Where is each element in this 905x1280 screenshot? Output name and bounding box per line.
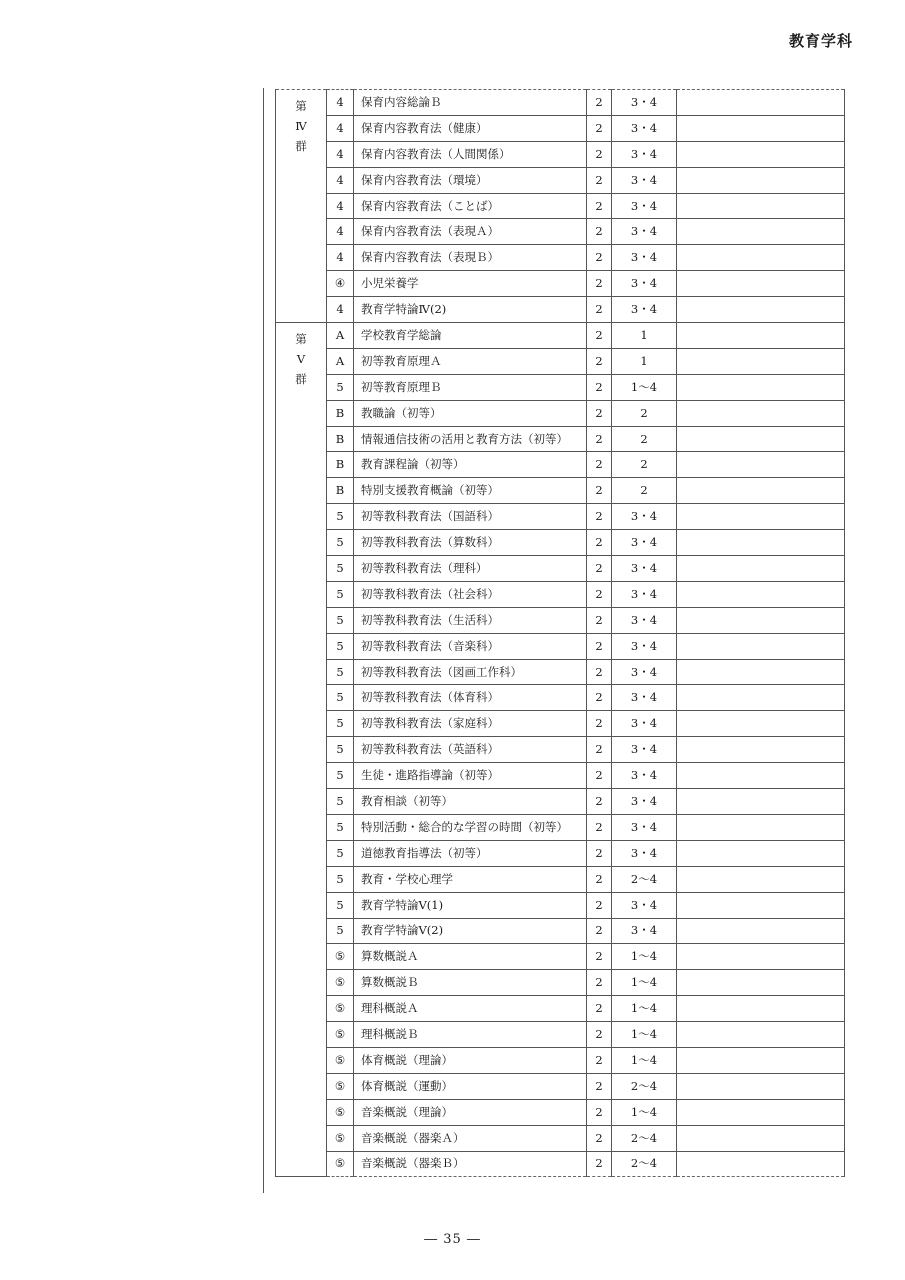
note-cell — [677, 193, 845, 219]
note-cell — [677, 1047, 845, 1073]
credits-cell: 2 — [587, 504, 612, 530]
year-cell: 3・4 — [612, 918, 677, 944]
note-cell — [677, 840, 845, 866]
year-cell: 3・4 — [612, 271, 677, 297]
credits-cell: 2 — [587, 918, 612, 944]
year-cell: 3・4 — [612, 763, 677, 789]
table-row — [276, 711, 845, 737]
course-name-cell: 算数概説Ａ — [354, 944, 587, 970]
note-cell — [677, 167, 845, 193]
table-row — [276, 452, 845, 478]
year-cell: 2～4 — [612, 1073, 677, 1099]
course-name-cell: 保育内容教育法（人間関係） — [354, 141, 587, 167]
credits-cell: 2 — [587, 1151, 612, 1177]
table-row — [276, 737, 845, 763]
course-name-cell: 音楽概説（器楽Ａ） — [354, 1125, 587, 1151]
table-row — [276, 685, 845, 711]
course-name-cell: 初等教科教育法（国語科） — [354, 504, 587, 530]
course-type-cell: 5 — [327, 892, 354, 918]
course-name-cell: 特別活動・総合的な学習の時間（初等） — [354, 814, 587, 840]
course-name-cell: 算数概説Ｂ — [354, 970, 587, 996]
note-cell — [677, 115, 845, 141]
year-cell: 3・4 — [612, 814, 677, 840]
note-cell — [677, 90, 845, 116]
binding-margin-line — [263, 88, 264, 1193]
year-cell: 3・4 — [612, 556, 677, 582]
note-cell — [677, 530, 845, 556]
course-type-cell: ⑤ — [327, 1047, 354, 1073]
year-cell: 3・4 — [612, 90, 677, 116]
credits-cell: 2 — [587, 115, 612, 141]
course-name-cell: 初等教科教育法（音楽科） — [354, 633, 587, 659]
table-row — [276, 400, 845, 426]
year-cell: 3・4 — [612, 685, 677, 711]
course-type-cell: 5 — [327, 789, 354, 815]
year-cell: 2～4 — [612, 1151, 677, 1177]
course-name-cell: 初等教育原理Ｂ — [354, 374, 587, 400]
year-cell: 3・4 — [612, 789, 677, 815]
table-row — [276, 1125, 845, 1151]
table-row — [276, 426, 845, 452]
table-row — [276, 219, 845, 245]
credits-cell: 2 — [587, 452, 612, 478]
credits-cell: 2 — [587, 944, 612, 970]
table-row — [276, 633, 845, 659]
table-row — [276, 323, 845, 349]
course-type-cell: 4 — [327, 167, 354, 193]
credits-cell: 2 — [587, 400, 612, 426]
credits-cell: 2 — [587, 478, 612, 504]
table-row — [276, 814, 845, 840]
year-cell: 3・4 — [612, 245, 677, 271]
course-name-cell: 体育概説（運動） — [354, 1073, 587, 1099]
year-cell: 1 — [612, 348, 677, 374]
credits-cell: 2 — [587, 737, 612, 763]
course-name-cell: 理科概説Ａ — [354, 996, 587, 1022]
course-name-cell: 保育内容総論Ｂ — [354, 90, 587, 116]
table-row — [276, 167, 845, 193]
year-cell: 3・4 — [612, 219, 677, 245]
year-cell: 1～4 — [612, 944, 677, 970]
credits-cell: 2 — [587, 530, 612, 556]
note-cell — [677, 607, 845, 633]
group-label-char: 第 — [295, 99, 307, 113]
group-label-cell — [276, 323, 327, 1177]
note-cell — [677, 478, 845, 504]
note-cell — [677, 737, 845, 763]
course-type-cell: ⑤ — [327, 1125, 354, 1151]
year-cell: 3・4 — [612, 711, 677, 737]
course-type-cell: ⑤ — [327, 1151, 354, 1177]
year-cell: 1～4 — [612, 1022, 677, 1048]
credits-cell: 2 — [587, 90, 612, 116]
course-type-cell: 5 — [327, 530, 354, 556]
table-row — [276, 918, 845, 944]
year-cell: 3・4 — [612, 840, 677, 866]
course-name-cell: 生徒・進路指導論（初等） — [354, 763, 587, 789]
note-cell — [677, 814, 845, 840]
group-label-char: 群 — [295, 139, 307, 153]
note-cell — [677, 866, 845, 892]
course-type-cell: 4 — [327, 219, 354, 245]
year-cell: 1～4 — [612, 996, 677, 1022]
course-type-cell: 5 — [327, 737, 354, 763]
course-name-cell: 教育学特論Ⅴ(1) — [354, 892, 587, 918]
credits-cell: 2 — [587, 426, 612, 452]
course-name-cell: 情報通信技術の活用と教育方法（初等） — [354, 426, 587, 452]
table-row — [276, 1022, 845, 1048]
note-cell — [677, 219, 845, 245]
course-type-cell: ④ — [327, 271, 354, 297]
course-type-cell: 4 — [327, 141, 354, 167]
course-type-cell: 4 — [327, 90, 354, 116]
course-type-cell: ⑤ — [327, 1022, 354, 1048]
course-name-cell: 理科概説Ｂ — [354, 1022, 587, 1048]
credits-cell: 2 — [587, 1047, 612, 1073]
credits-cell: 2 — [587, 814, 612, 840]
department-header: 教育学科 — [788, 32, 853, 50]
course-type-cell: 4 — [327, 297, 354, 323]
note-cell — [677, 1073, 845, 1099]
course-type-cell: ⑤ — [327, 970, 354, 996]
note-cell — [677, 374, 845, 400]
table-row — [276, 944, 845, 970]
table-row — [276, 840, 845, 866]
course-type-cell: 5 — [327, 659, 354, 685]
note-cell — [677, 685, 845, 711]
note-cell — [677, 789, 845, 815]
note-cell — [677, 633, 845, 659]
year-cell: 1～4 — [612, 374, 677, 400]
course-name-cell: 教育学特論Ⅴ(2) — [354, 918, 587, 944]
credits-cell: 2 — [587, 348, 612, 374]
credits-cell: 2 — [587, 1099, 612, 1125]
course-type-cell: A — [327, 323, 354, 349]
course-type-cell: A — [327, 348, 354, 374]
table-row — [276, 530, 845, 556]
credits-cell: 2 — [587, 685, 612, 711]
course-type-cell: ⑤ — [327, 1099, 354, 1125]
course-name-cell: 保育内容教育法（表現Ｂ） — [354, 245, 587, 271]
year-cell: 1 — [612, 323, 677, 349]
course-type-cell: B — [327, 478, 354, 504]
course-name-cell: 初等教科教育法（英語科） — [354, 737, 587, 763]
table-row — [276, 1047, 845, 1073]
year-cell: 3・4 — [612, 115, 677, 141]
group-label-char: 第 — [295, 332, 307, 347]
note-cell — [677, 323, 845, 349]
note-cell — [677, 556, 845, 582]
table-row — [276, 892, 845, 918]
credits-cell: 2 — [587, 1073, 612, 1099]
year-cell: 3・4 — [612, 504, 677, 530]
course-name-cell: 保育内容教育法（健康） — [354, 115, 587, 141]
course-name-cell: 特別支援教育概論（初等） — [354, 478, 587, 504]
table-row — [276, 115, 845, 141]
course-name-cell: 教職論（初等） — [354, 400, 587, 426]
course-type-cell: B — [327, 426, 354, 452]
course-type-cell: 5 — [327, 556, 354, 582]
course-type-cell: 4 — [327, 115, 354, 141]
group-label-cell — [276, 90, 327, 323]
table-row — [276, 607, 845, 633]
year-cell: 1～4 — [612, 970, 677, 996]
table-row — [276, 996, 845, 1022]
course-name-cell: 初等教科教育法（生活科） — [354, 607, 587, 633]
course-type-cell: 5 — [327, 504, 354, 530]
note-cell — [677, 1151, 845, 1177]
course-name-cell: 初等教科教育法（理科） — [354, 556, 587, 582]
note-cell — [677, 970, 845, 996]
credits-cell: 2 — [587, 323, 612, 349]
course-name-cell: 保育内容教育法（ことば） — [354, 193, 587, 219]
note-cell — [677, 711, 845, 737]
table-row — [276, 789, 845, 815]
course-type-cell: ⑤ — [327, 996, 354, 1022]
course-type-cell: 5 — [327, 607, 354, 633]
course-name-cell: 保育内容教育法（環境） — [354, 167, 587, 193]
note-cell — [677, 763, 845, 789]
credits-cell: 2 — [587, 763, 612, 789]
year-cell: 3・4 — [612, 607, 677, 633]
table-row — [276, 348, 845, 374]
course-name-cell: 小児栄養学 — [354, 271, 587, 297]
group-label-char: 群 — [295, 372, 307, 387]
group-label-char: Ⅴ — [296, 352, 306, 367]
note-cell — [677, 996, 845, 1022]
year-cell: 3・4 — [612, 530, 677, 556]
course-type-cell: 5 — [327, 840, 354, 866]
year-cell: 3・4 — [612, 141, 677, 167]
course-type-cell: 5 — [327, 633, 354, 659]
note-cell — [677, 1099, 845, 1125]
table-row — [276, 478, 845, 504]
course-type-cell: 5 — [327, 685, 354, 711]
year-cell: 2～4 — [612, 1125, 677, 1151]
table-row — [276, 271, 845, 297]
course-name-cell: 教育相談（初等） — [354, 789, 587, 815]
credits-cell: 2 — [587, 1125, 612, 1151]
note-cell — [677, 504, 845, 530]
course-type-cell: 5 — [327, 374, 354, 400]
course-name-cell: 教育課程論（初等） — [354, 452, 587, 478]
credits-cell: 2 — [587, 1022, 612, 1048]
note-cell — [677, 892, 845, 918]
course-type-cell: 4 — [327, 245, 354, 271]
note-cell — [677, 1125, 845, 1151]
course-name-cell: 保育内容教育法（表現Ａ） — [354, 219, 587, 245]
course-name-cell: 教育学特論Ⅳ(2) — [354, 297, 587, 323]
course-name-cell: 音楽概説（器楽Ｂ） — [354, 1151, 587, 1177]
course-type-cell: 5 — [327, 581, 354, 607]
table-row — [276, 581, 845, 607]
course-type-cell: 4 — [327, 193, 354, 219]
credits-cell: 2 — [587, 556, 612, 582]
table-row — [276, 763, 845, 789]
note-cell — [677, 944, 845, 970]
credits-cell: 2 — [587, 297, 612, 323]
credits-cell: 2 — [587, 581, 612, 607]
credits-cell: 2 — [587, 996, 612, 1022]
credits-cell: 2 — [587, 970, 612, 996]
course-type-cell: 5 — [327, 918, 354, 944]
course-name-cell: 学校教育学総論 — [354, 323, 587, 349]
year-cell: 1～4 — [612, 1099, 677, 1125]
credits-cell: 2 — [587, 659, 612, 685]
year-cell: 3・4 — [612, 633, 677, 659]
credits-cell: 2 — [587, 711, 612, 737]
table-row — [276, 245, 845, 271]
note-cell — [677, 271, 845, 297]
table-row — [276, 90, 845, 116]
page-number: ― 35 ― — [424, 1232, 481, 1247]
credits-cell: 2 — [587, 892, 612, 918]
note-cell — [677, 400, 845, 426]
table-row — [276, 141, 845, 167]
credits-cell: 2 — [587, 866, 612, 892]
note-cell — [677, 581, 845, 607]
course-type-cell: B — [327, 400, 354, 426]
table-row — [276, 556, 845, 582]
note-cell — [677, 918, 845, 944]
credits-cell: 2 — [587, 245, 612, 271]
year-cell: 2 — [612, 452, 677, 478]
table-row — [276, 970, 845, 996]
course-name-cell: 初等教科教育法（家庭科） — [354, 711, 587, 737]
course-type-cell: 5 — [327, 866, 354, 892]
year-cell: 3・4 — [612, 193, 677, 219]
year-cell: 3・4 — [612, 167, 677, 193]
credits-cell: 2 — [587, 167, 612, 193]
course-type-cell: ⑤ — [327, 1073, 354, 1099]
year-cell: 2 — [612, 478, 677, 504]
year-cell: 2 — [612, 426, 677, 452]
note-cell — [677, 245, 845, 271]
credits-cell: 2 — [587, 789, 612, 815]
note-cell — [677, 426, 845, 452]
course-table — [275, 89, 845, 1177]
course-name-cell: 音楽概説（理論） — [354, 1099, 587, 1125]
year-cell: 3・4 — [612, 737, 677, 763]
course-name-cell: 初等教科教育法（社会科） — [354, 581, 587, 607]
course-name-cell: 初等教科教育法（体育科） — [354, 685, 587, 711]
table-row — [276, 297, 845, 323]
year-cell: 3・4 — [612, 892, 677, 918]
group-label-char: Ⅳ — [295, 119, 307, 133]
table-row — [276, 659, 845, 685]
course-type-cell: 5 — [327, 814, 354, 840]
note-cell — [677, 348, 845, 374]
table-row — [276, 1073, 845, 1099]
course-name-cell: 道徳教育指導法（初等） — [354, 840, 587, 866]
year-cell: 2 — [612, 400, 677, 426]
year-cell: 2～4 — [612, 866, 677, 892]
note-cell — [677, 659, 845, 685]
credits-cell: 2 — [587, 607, 612, 633]
year-cell: 3・4 — [612, 297, 677, 323]
course-type-cell: 5 — [327, 711, 354, 737]
note-cell — [677, 297, 845, 323]
table-row — [276, 1099, 845, 1125]
credits-cell: 2 — [587, 633, 612, 659]
course-name-cell: 初等教科教育法（図画工作科） — [354, 659, 587, 685]
table-row — [276, 193, 845, 219]
table-row — [276, 866, 845, 892]
note-cell — [677, 141, 845, 167]
course-type-cell: ⑤ — [327, 944, 354, 970]
course-name-cell: 初等教育原理Ａ — [354, 348, 587, 374]
year-cell: 3・4 — [612, 581, 677, 607]
year-cell: 3・4 — [612, 659, 677, 685]
course-type-cell: 5 — [327, 763, 354, 789]
credits-cell: 2 — [587, 374, 612, 400]
note-cell — [677, 452, 845, 478]
credits-cell: 2 — [587, 193, 612, 219]
course-name-cell: 初等教科教育法（算数科） — [354, 530, 587, 556]
note-cell — [677, 1022, 845, 1048]
credits-cell: 2 — [587, 840, 612, 866]
table-row — [276, 504, 845, 530]
course-type-cell: B — [327, 452, 354, 478]
course-name-cell: 体育概説（理論） — [354, 1047, 587, 1073]
credits-cell: 2 — [587, 219, 612, 245]
credits-cell: 2 — [587, 141, 612, 167]
course-name-cell: 教育・学校心理学 — [354, 866, 587, 892]
table-row — [276, 374, 845, 400]
table-row — [276, 1151, 845, 1177]
year-cell: 1～4 — [612, 1047, 677, 1073]
credits-cell: 2 — [587, 271, 612, 297]
